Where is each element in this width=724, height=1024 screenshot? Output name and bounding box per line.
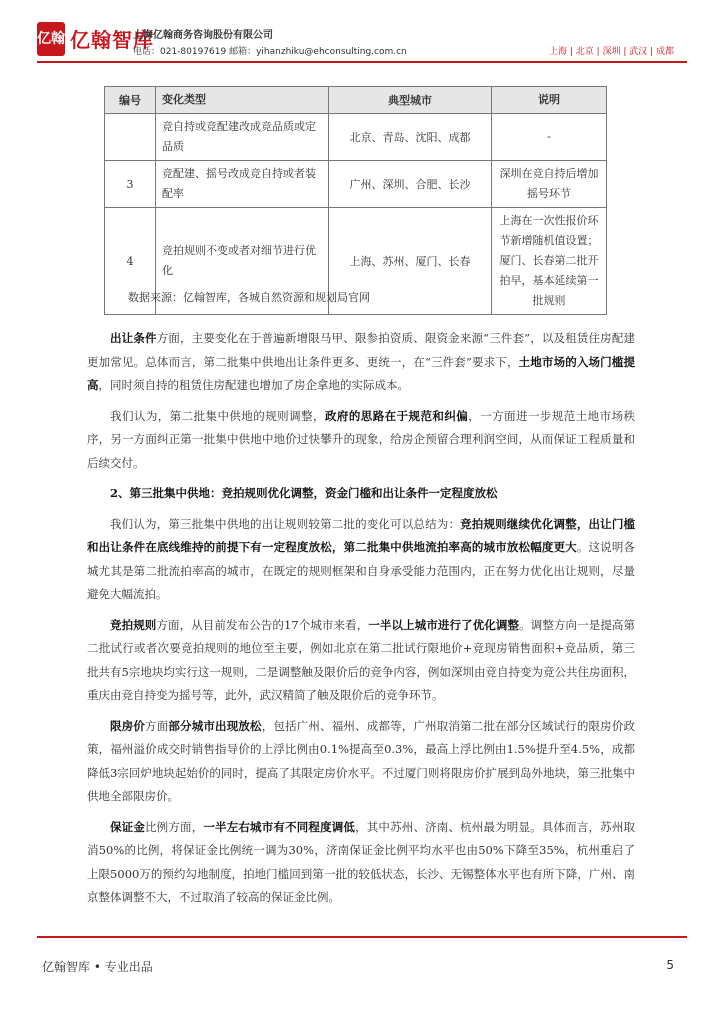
- table-row: [105, 114, 607, 161]
- text-run: 比例方面，: [145, 819, 204, 834]
- table-cell-type: 竞自持或竞配建改成竞品质或定品质: [156, 114, 329, 161]
- text-run: ，包括广州、福州、成都等，广州取消第二批在部分区域试行的限房价政策，福州溢价成交时销售指导价的上浮比例由0.1%提高至0.3%，最高上浮比例由1.5%提升至4.5%，成都降低3宗回炉地块起始价的同时，提高了其限定房价水平。不过厦门则将限房价扩展到岛外地块，第三批集中供地全部限房价。: [87, 718, 636, 803]
- bold-phrase: 一半以上城市进行了优化调整: [368, 617, 520, 632]
- bold-phrase: 竞拍规则继续优化调整，出让门槛和出让条件在底线维持的前提下有一定程度放松，第二批集中供地流拍率高的城市放松幅度更大: [87, 516, 636, 554]
- text-run: 方面: [145, 718, 169, 733]
- bold-phrase: 竞拍规则: [110, 617, 157, 632]
- paragraph-price-limit: [87, 715, 635, 809]
- bold-phrase: 限房价: [110, 718, 146, 733]
- text-run: 方面，主要变化在于普遍新增限马甲、限参拍资质、限资金来源“三件套”，以及租赁住房配建更加常见。总体而言，第二批集中供地出让条件更多、更统一，在“三件套”要求下，: [87, 331, 636, 369]
- text-run: 方面，从目前发布公告的17个城市来看，: [156, 617, 369, 632]
- table-cell-no: [105, 114, 156, 161]
- table-cell-type: 竞拍规则不变或者对细节进行优化: [156, 208, 329, 315]
- bold-phrase: 保证金: [110, 819, 146, 834]
- text-run: 我们认为，第二批集中供地的规则调整，: [110, 408, 325, 423]
- table-header-cell: 编号: [105, 87, 156, 114]
- data-source-note: 数据来源：亿翰智库，各城自然资源和规划局官网: [128, 291, 370, 304]
- footer-brand: 亿翰智库 • 专业出品: [42, 960, 153, 974]
- table-cell-no: 3: [105, 161, 156, 208]
- bold-phrase: 一半左右城市有不同程度调低: [203, 819, 356, 834]
- table-cell-note: 深圳在竞自持后增加摇号环节: [492, 161, 607, 208]
- rule-change-table: [104, 86, 607, 315]
- paragraph-deposit: [87, 816, 635, 910]
- footer-divider: [37, 936, 687, 938]
- text-run: ，其中苏州、济南、杭州最为明显。具体而言，苏州取消50%的比例，将保证金比例统一调为30%，济南保证金比例平均水平也由50%下降至35%，杭州重启了上限5000万的预约勾地制度，拍地门槛回到第一批的较低状态，长沙、无锡整体水平也有所下降，广州、南京整体调整不大，不过取消了较高的保证金比例。: [87, 819, 636, 904]
- table-cell-note: 上海在一次性报价环节新增随机值设置；厦门、长春第二批开拍早，基本延续第一批规则: [492, 208, 607, 315]
- text-run: 。调整方向一是提高第二批试行或者次要竞拍规则的地位至主要，例如北京在第二批试行限地价+竞现房销售面积+竞品质，第三批共有5宗地块均实行这一规则，二是调整触及限价后的竞争内容，例如深圳由竞自持变为竞公共住房面积，重庆由竞自持变为摇号等，此外，武汉精简了触及限价后的竞争环节。: [87, 617, 636, 702]
- text-run: ，一方面进一步规范土地市场秩序，另一方面纠正第一批集中供地中地价过快攀升的现象，给房企预留合理利润空间，从而保证工程质量和后续交付。: [87, 408, 636, 470]
- table-cell-cities: 广州、深圳、合肥、长沙: [329, 161, 492, 208]
- table-cell-cities: 北京、青岛、沈阳、成都: [329, 114, 492, 161]
- bold-phrase: 政府的思路在于规范和纠偏: [324, 408, 469, 423]
- table-header-cell: 变化类型: [156, 87, 329, 114]
- bold-phrase: 土地市场的入场门槛提高: [87, 354, 635, 392]
- table-cell-type: 竞配建、摇号改成竞自持或者装配率: [156, 161, 329, 208]
- bold-phrase: 部分城市出现放松: [168, 718, 262, 733]
- page-header: [0, 0, 724, 70]
- paragraph-bidding-rules: [87, 614, 635, 708]
- contact-info: 电话：021-80197619 邮箱：yihanzhiku@ehconsulting.com.cn: [133, 47, 407, 57]
- paragraph-summary: [87, 513, 635, 607]
- text-run: 。这说明各城尤其是第二批流拍率高的城市，在既定的规则框架和自身承受能力范围内，正在努力优化出让规则，尽量避免大幅流拍。: [87, 540, 635, 601]
- bold-phrase: 出让条件: [110, 331, 157, 345]
- table-cell-note: -: [492, 114, 607, 161]
- table-header-cell: 说明: [492, 87, 607, 114]
- paragraph-conditions: [87, 327, 635, 398]
- table-row: [105, 161, 607, 208]
- table-header-cell: 典型城市: [329, 87, 492, 114]
- paragraph-opinion: [87, 405, 635, 476]
- page-number: 5: [666, 958, 674, 972]
- logo-text: 亿翰智库: [70, 28, 154, 52]
- table-header-row: [105, 87, 607, 114]
- logo-icon: 亿翰: [37, 22, 65, 56]
- text-run: ，同时须自持的租赁住房配建也增加了房企拿地的实际成本。: [98, 378, 409, 392]
- section-heading: 2、第三批集中供地：竞拍规则优化调整，资金门槛和出让条件一定程度放松: [110, 486, 498, 500]
- table-cell-cities: 上海、苏州、厦门、长春: [329, 208, 492, 315]
- header-divider: [37, 61, 687, 63]
- body-text: [87, 327, 635, 917]
- company-name: 上海亿翰商务咨询股份有限公司: [133, 30, 273, 41]
- table-cell-no: 4: [105, 208, 156, 315]
- text-run: 我们认为，第三批集中供地的出让规则较第二批的变化可以总结为：: [110, 516, 461, 531]
- office-cities: 上海 | 北京 | 深圳 | 武汉 | 成都: [548, 47, 674, 57]
